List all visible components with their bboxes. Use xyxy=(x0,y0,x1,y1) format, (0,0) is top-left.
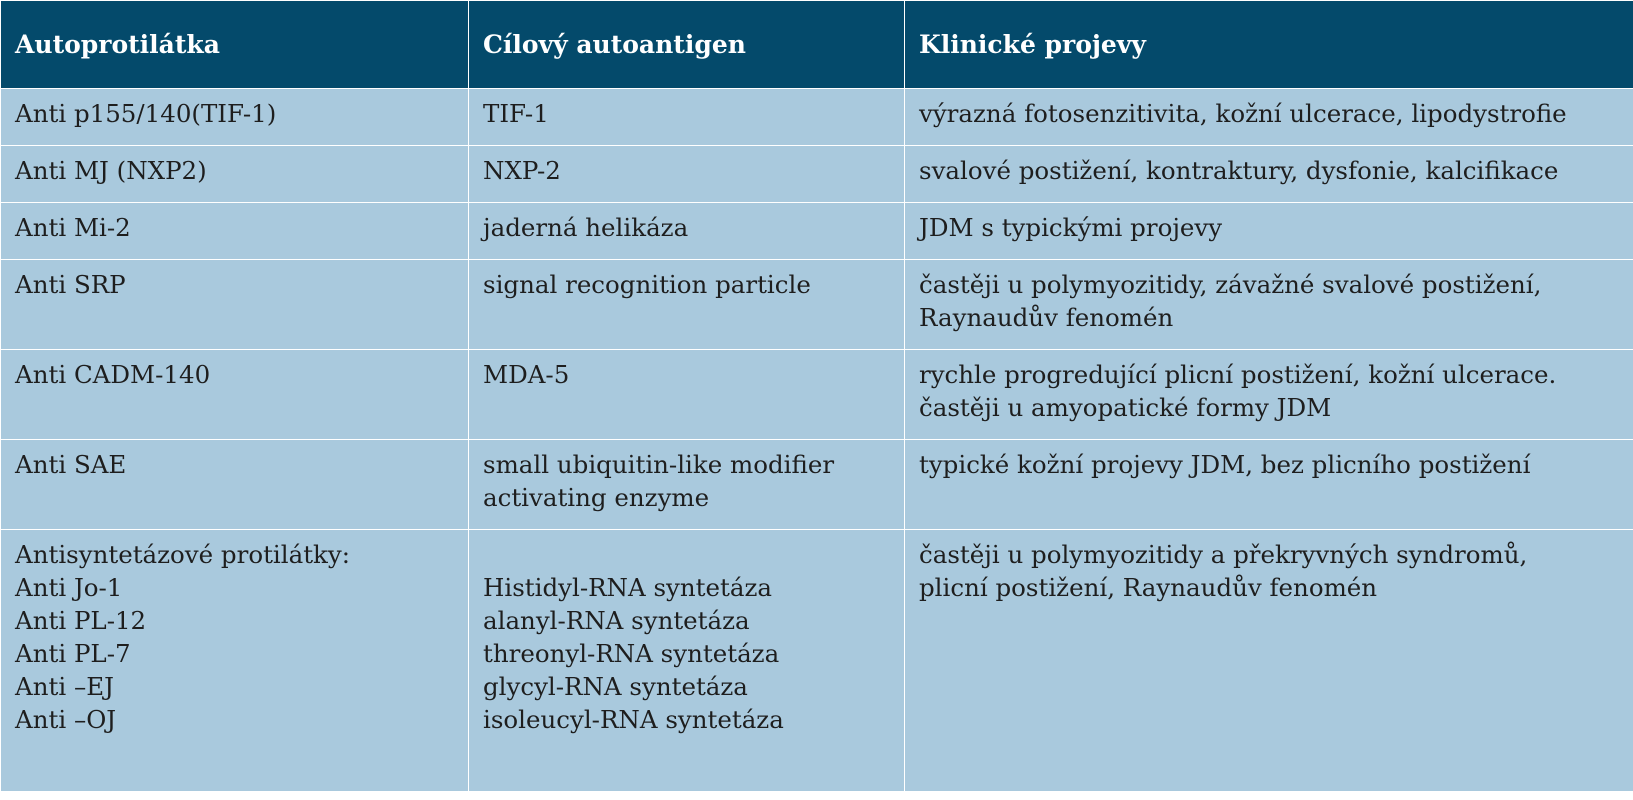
cell-autoantibody xyxy=(1,350,469,440)
cell-line: častěji u polymyozitidy, závažné svalové postižení, xyxy=(919,270,1542,299)
cell-line: NXP-2 xyxy=(483,156,561,185)
cell-line: Anti SAE xyxy=(15,450,127,479)
cell-clinical-manifestations xyxy=(905,203,1633,260)
header-row xyxy=(1,1,1633,89)
header-target-autoantigen: Cílový autoantigen xyxy=(469,1,905,89)
table-row xyxy=(1,440,1633,530)
cell-spacer xyxy=(483,538,890,571)
table-row xyxy=(1,260,1633,350)
table-row xyxy=(1,350,1633,440)
cell-line: signal recognition particle xyxy=(483,270,811,299)
cell-line: TIF-1 xyxy=(483,99,549,128)
cell-target-autoantigen xyxy=(469,260,905,350)
cell-autoantibody xyxy=(1,89,469,146)
cell-autoantibody xyxy=(1,146,469,203)
cell-line: MDA-5 xyxy=(483,360,570,389)
cell-line: Anti Mi-2 xyxy=(15,213,131,242)
cell-autoantibody xyxy=(1,530,469,792)
cell-line: častěji u amyopatické formy JDM xyxy=(919,393,1332,422)
cell-autoantibody xyxy=(1,203,469,260)
cell-line: glycyl-RNA syntetáza xyxy=(483,672,748,701)
table-body xyxy=(1,89,1633,792)
cell-line: jaderná helikáza xyxy=(483,213,689,242)
cell-line: Histidyl-RNA syntetáza xyxy=(483,573,772,602)
cell-line: threonyl-RNA syntetáza xyxy=(483,639,780,668)
cell-line: Antisyntetázové protilátky: xyxy=(15,540,350,569)
cell-clinical-manifestations xyxy=(905,440,1633,530)
cell-line: Anti PL-7 xyxy=(15,639,131,668)
cell-target-autoantigen xyxy=(469,530,905,792)
cell-target-autoantigen xyxy=(469,146,905,203)
cell-line: activating enzyme xyxy=(483,483,710,512)
cell-line: Anti PL-12 xyxy=(15,606,147,635)
cell-line: isoleucyl-RNA syntetáza xyxy=(483,705,784,734)
table-row xyxy=(1,530,1633,792)
cell-target-autoantigen xyxy=(469,89,905,146)
table-row xyxy=(1,89,1633,146)
cell-target-autoantigen xyxy=(469,203,905,260)
cell-clinical-manifestations xyxy=(905,350,1633,440)
table-row xyxy=(1,203,1633,260)
header-clinical-manifestations: Klinické projevy xyxy=(905,1,1633,89)
cell-clinical-manifestations xyxy=(905,146,1633,203)
cell-line: JDM s typickými projevy xyxy=(919,213,1223,242)
cell-target-autoantigen xyxy=(469,440,905,530)
cell-clinical-manifestations xyxy=(905,530,1633,792)
cell-line: Anti p155/140(TIF-1) xyxy=(15,99,277,128)
table-header xyxy=(1,1,1633,89)
cell-line: Anti CADM-140 xyxy=(15,360,211,389)
cell-line: svalové postižení, kontraktury, dysfonie, kalcifikace xyxy=(919,156,1559,185)
cell-line: small ubiquitin-like modifier xyxy=(483,450,835,479)
cell-line: Anti –OJ xyxy=(15,705,117,734)
cell-line: plicní postižení, Raynaudův fenomén xyxy=(919,573,1378,602)
cell-line: Raynaudův fenomén xyxy=(919,303,1174,332)
cell-line: Anti MJ (NXP2) xyxy=(15,156,207,185)
cell-autoantibody xyxy=(1,440,469,530)
cell-line: Anti Jo-1 xyxy=(15,573,123,602)
header-autoantibody: Autoprotilátka xyxy=(1,1,469,89)
cell-autoantibody xyxy=(1,260,469,350)
cell-clinical-manifestations xyxy=(905,89,1633,146)
cell-line: alanyl-RNA syntetáza xyxy=(483,606,750,635)
cell-line: Anti –EJ xyxy=(15,672,114,701)
cell-line: rychle progredující plicní postižení, kožní ulcerace. xyxy=(919,360,1557,389)
cell-line: častěji u polymyozitidy a překryvných syndromů, xyxy=(919,540,1528,569)
cell-line: Anti SRP xyxy=(15,270,126,299)
cell-line: typické kožní projevy JDM, bez plicního postižení xyxy=(919,450,1531,479)
cell-line: výrazná fotosenzitivita, kožní ulcerace, lipodystrofie xyxy=(919,99,1567,128)
cell-target-autoantigen xyxy=(469,350,905,440)
table-row xyxy=(1,146,1633,203)
cell-clinical-manifestations xyxy=(905,260,1633,350)
